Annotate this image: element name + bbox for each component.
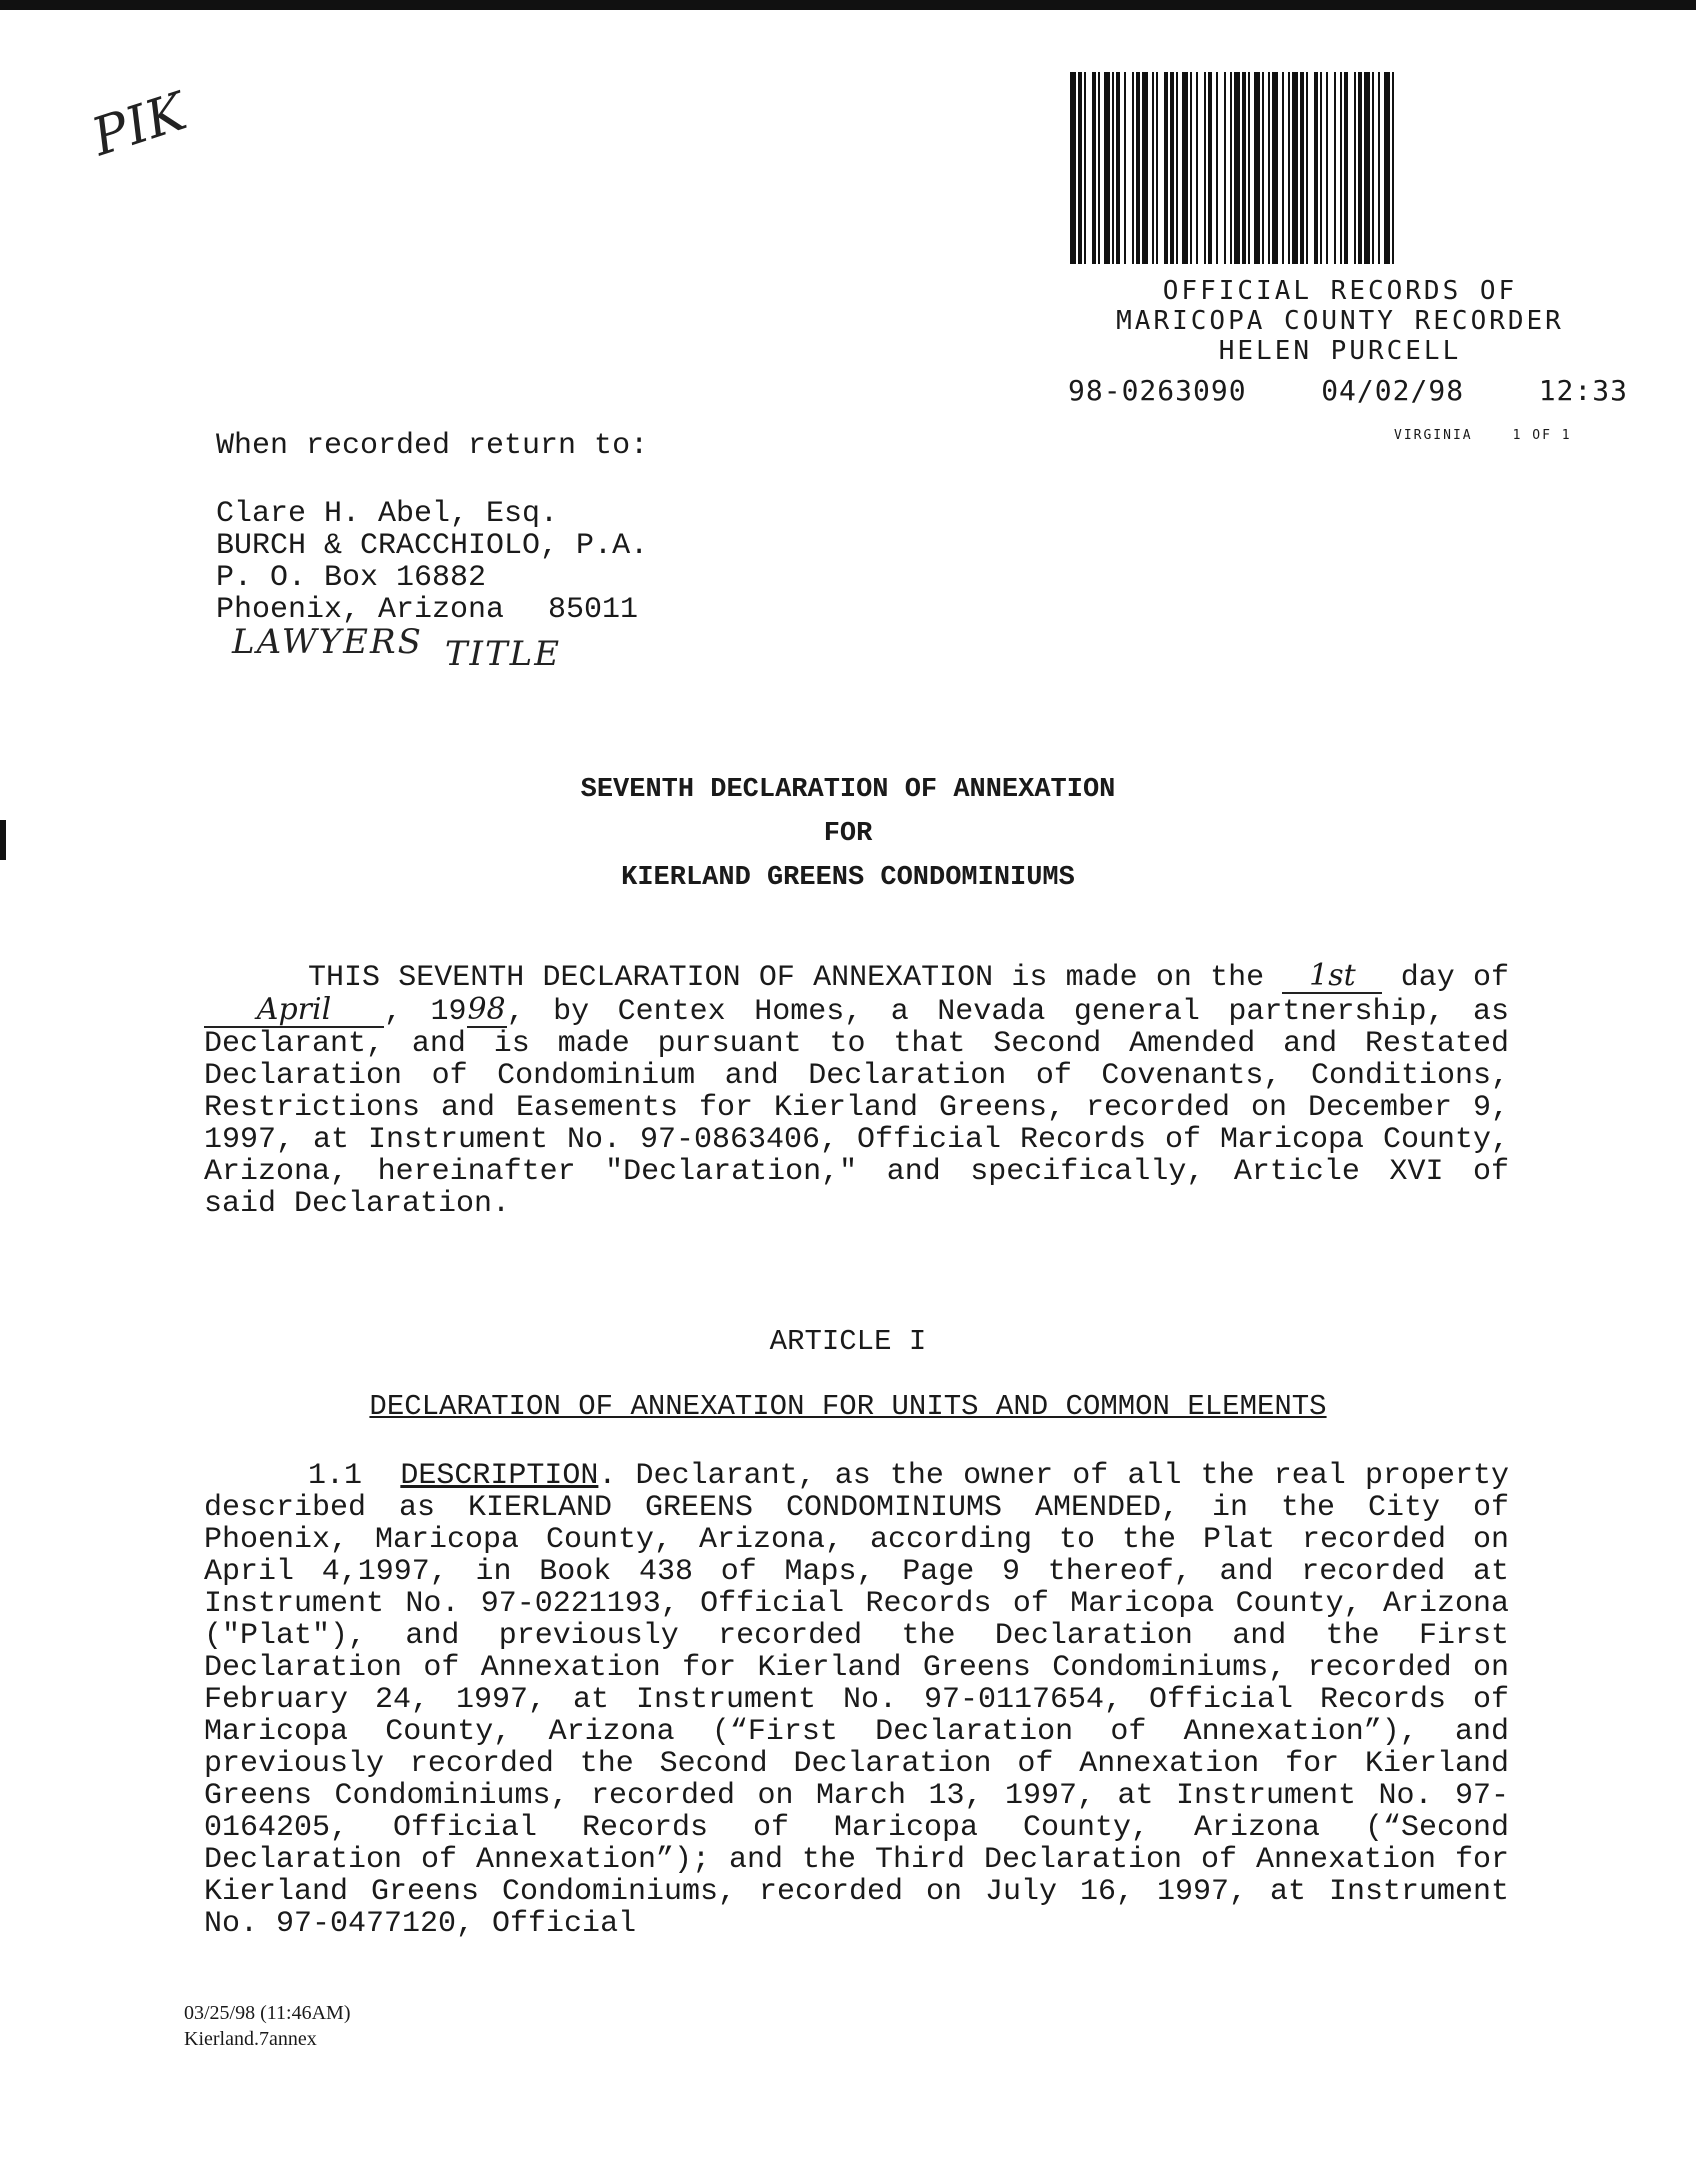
year-fill-in: 98 xyxy=(467,992,506,1027)
article-title xyxy=(0,1390,1696,1423)
page-count: 1 OF 1 xyxy=(1512,428,1572,443)
return-city: Phoenix, Arizona xyxy=(216,593,505,627)
recording-info xyxy=(1068,374,1628,407)
return-zip: 85011 xyxy=(548,593,639,627)
intro-part-1: THIS SEVENTH DECLARATION OF ANNEXATION is made on the xyxy=(308,961,1265,995)
title-line-1: SEVENTH DECLARATION OF ANNEXATION xyxy=(580,775,1116,805)
intro-part-2: day of xyxy=(1400,961,1509,995)
handwritten-note xyxy=(232,622,562,674)
recording-time: 12:33 xyxy=(1538,374,1628,407)
return-address xyxy=(216,430,648,626)
section-text: . Declarant, as the owner of all the real property described as KIERLAND GREENS CONDOMINIUMS AMENDED, in the City of Phoenix, Maricopa County, Arizona, according to the Plat recorded on April 4,1997, in Book 438 of Maps, Page 9 thereof, and recorded at Instrument No. 97-0221193, Official Records of Maricopa County, Arizona ("Plat"), and previously recorded the Declaration and the First Declaration of Annexation for Kierland Greens Condominiums, recorded on February 24, 1997, at Instrument No. 97-0117654, Official Records of Maricopa County, Arizona (“First Declaration of Annexation”), and previously recorded the Second Declaration of Annexation for Kierland Greens Condominiums, recorded on March 13, 1997, at Instrument No. 97-0164205, Official Records of Maricopa County, Arizona (“Second Declaration of Annexation”); and the Third Declaration of Annexation for Kierland Greens Condominiums, recorded on July 16, 1997, at Instrument No. 97-0477120, Official xyxy=(204,1459,1509,1941)
handwritten-word-1: LAWYERS xyxy=(232,622,423,662)
return-firm: BURCH & CRACCHIOLO, P.A. xyxy=(216,529,649,563)
section-number: 1.1 xyxy=(308,1459,363,1493)
return-heading: When recorded return to: xyxy=(216,429,649,463)
recorder-stamp xyxy=(1040,276,1640,366)
handwritten-word-2: TITLE xyxy=(444,634,562,674)
day-fill-in: 1st xyxy=(1282,960,1382,994)
clerk-name: VIRGINIA xyxy=(1394,428,1473,443)
month-fill-in: April xyxy=(204,994,384,1028)
recording-date: 04/02/98 xyxy=(1321,374,1465,407)
scan-edge-top xyxy=(0,0,1696,10)
return-box: P. O. Box 16882 xyxy=(216,561,487,595)
article-number: ARTICLE I xyxy=(769,1325,927,1358)
intro-part-3: , 19 xyxy=(384,995,467,1029)
section-heading: DESCRIPTION xyxy=(400,1459,599,1493)
document-title xyxy=(0,768,1696,900)
section-1-1-paragraph xyxy=(204,1460,1509,1940)
recorder-line-1: OFFICIAL RECORDS OF xyxy=(1162,276,1518,306)
footer-filename: Kierland.7annex xyxy=(184,2028,317,2050)
recorder-line-2: MARICOPA COUNTY RECORDER xyxy=(1116,306,1564,336)
recorder-line-3: HELEN PURCELL xyxy=(1218,336,1462,366)
instrument-number: 98-0263090 xyxy=(1068,374,1247,407)
footer-timestamp: 03/25/98 (11:46AM) xyxy=(184,2002,351,2024)
intro-part-4: , by Centex Homes, a Nevada general partnership, as Declarant, and is made pursuant to that Second Amended and Restated Declaration of Condominium and Declaration of Covenants, Conditions, Restrictions and Easements for Kierland Greens, recorded on December 9, 1997, at Instrument No. 97-0863406, Official Records of Maricopa County, Arizona, hereinafter "Declaration," and specifically, Article XVI of said Declaration. xyxy=(204,995,1510,1221)
article-title-text: DECLARATION OF ANNEXATION FOR UNITS AND COMMON ELEMENTS xyxy=(369,1390,1327,1423)
document-footer xyxy=(184,2000,350,2052)
title-line-2: FOR xyxy=(823,819,873,849)
handwritten-initials: PIK xyxy=(85,81,194,169)
intro-paragraph xyxy=(204,960,1509,1220)
barcode-image xyxy=(1070,72,1605,264)
title-line-3: KIERLAND GREENS CONDOMINIUMS xyxy=(621,863,1075,893)
recording-clerk-tag xyxy=(1394,428,1612,443)
return-name: Clare H. Abel, Esq. xyxy=(216,497,559,531)
